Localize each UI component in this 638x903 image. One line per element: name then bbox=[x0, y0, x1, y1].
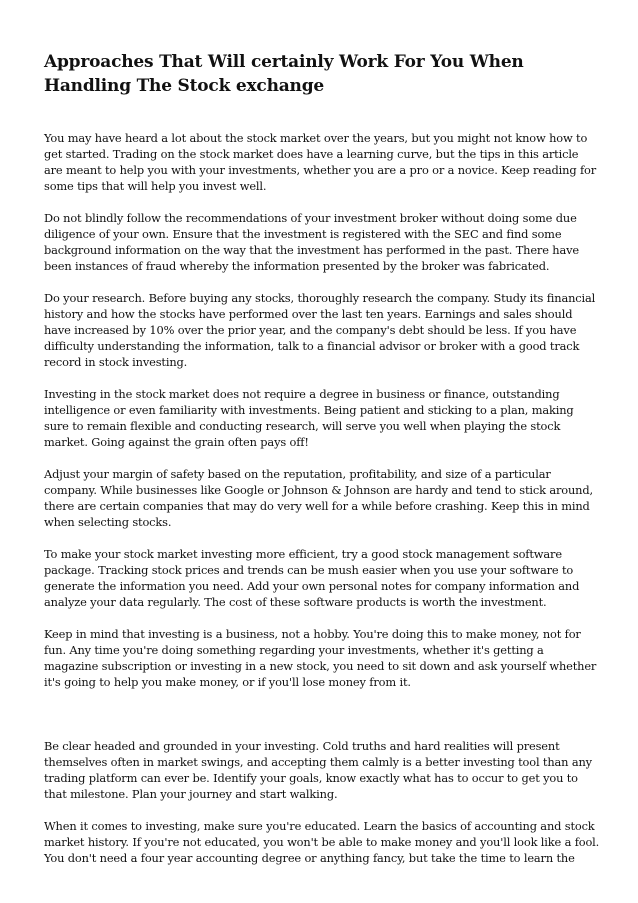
paragraph-2: Do not blindly follow the recommendations of your investment broker without doing some due diligence of your own. Ensure that the investment is registered with the SEC and find some background information on the way that the investment has performed in the past. There have been instances of fraud whereby the information presented by the broker was fabricated. bbox=[44, 211, 579, 273]
paragraph-7: Keep in mind that investing is a business, not a hobby. You're doing this to make money, not for fun. Any time you're doing something regarding your investments, whether it's getting a magazine subscription or investing in a new stock, you need to sit down and ask yourself whether it's going to help you make money, or if you'll lose money from it. bbox=[44, 627, 597, 689]
paragraph-8: Be clear headed and grounded in your investing. Cold truths and hard realities will present themselves often in market swings, and accepting them calmly is a better investing tool than any trading platform can ever be. Identify your goals, know exactly what has to occur to get you to that milestone. Plan your journey and start walking. bbox=[44, 739, 592, 801]
paragraph-1: You may have heard a lot about the stock market over the years, but you might not know how to get started. Trading on the stock market does have a learning curve, but the tips in this article are meant to help you with your investments, whether you are a pro or a novice. Keep reading for some tips that will help you invest well. bbox=[44, 131, 597, 193]
paragraph-3: Do your research. Before buying any stocks, thoroughly research the company. Study its financial history and how the stocks have performed over the last ten years. Earnings and sales should have increased by 10% over the prior year, and the company's debt should be less. If you have difficulty understanding the information, talk to a financial advisor or broker with a good track record in stock investing. bbox=[44, 291, 596, 369]
paragraph-6: To make your stock market investing more efficient, try a good stock management software package. Tracking stock prices and trends can be mush easier when you use your software to generate the information you need. Add your own personal notes for company information and analyze your data regularly. The cost of these software products is worth the investment. bbox=[44, 547, 580, 609]
document-title: Approaches That Will certainly Work For You When Handling The Stock exchange bbox=[44, 52, 524, 96]
paragraph-4: Investing in the stock market does not require a degree in business or finance, outstanding intelligence or even familiarity with investments. Being patient and sticking to a plan, making sure to remain flexible and conducting research, will serve you well when playing the stock market. Going against the grain often pays off! bbox=[44, 387, 574, 449]
document-page bbox=[44, 50, 600, 882]
paragraph-9: When it comes to investing, make sure you're educated. Learn the basics of accounting and stock market history. If you're not educated, you won't be able to make money and you'll look like a fool. You don't need a four year accounting degree or anything fancy, but take the time to learn the bbox=[44, 819, 600, 865]
blank-gap bbox=[44, 706, 600, 738]
paragraph-5: Adjust your margin of safety based on the reputation, profitability, and size of a particular company. While businesses like Google or Johnson & Johnson are hardy and tend to stick around, there are certain companies that may do very well for a while before crashing. Keep this in mind when selecting stocks. bbox=[44, 467, 593, 529]
